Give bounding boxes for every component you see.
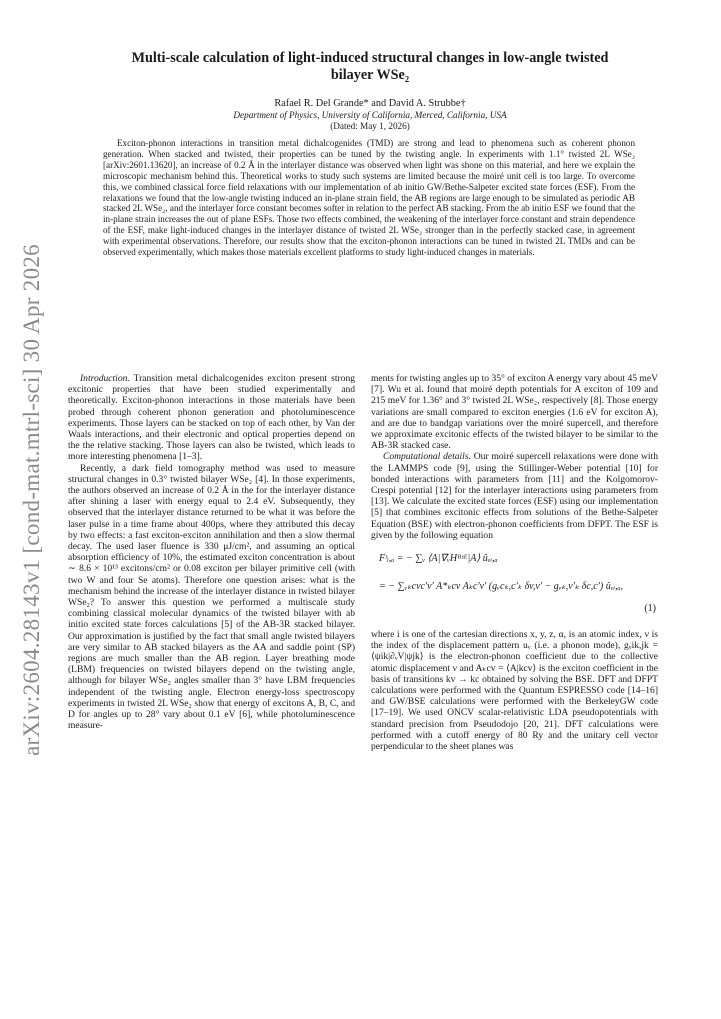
paper-title [60,50,680,84]
esf-equation [371,551,658,619]
arxiv-identifier [12,240,52,760]
arxiv-identifier-text: arXiv:2604.28143v1 [cond-mat.mtrl-sci] 30 Apr 2026 [19,244,44,756]
equation-explanation-paragraph: where i is one of the cartesian directions x, y, z, α, is an atomic index, ν is the index of the displacement pattern uᵥ (i.e. a phonon mode), gᵥik,jk = ⟨ψik|∂ᵥV|ψjk⟩ is the electron-phonon coefficient due to the collective atomic displacement ν and Aₖcv = ⟨A|kcv⟩ is the exciton coefficient in the basis of transitions kv → kc obtained by solving the BSE. DFT and DFPT calculations were performed with the Quantum ESPRESSO code [14–16] and GW/BSE calculations were performed with the BerkeleyGW code [17–19]. We used ONCV scalar-relativistic LDA pseudopotentials with standard precision from Pseudodojo [20, 21]. DFT calculations were performed with a cutoff energy of 80 Ry and the unitary cell vector perpendicular to the sheet planes was [371,629,658,753]
affiliation: Department of Physics, University of California, Merced, California, USA [233,110,507,120]
computational-details-paragraph [371,451,658,541]
computational-details-text: Our moiré supercell relaxations were done with the LAMMPS code [9], using the Stillinger-Weber potential [10] for bonded interactions with parameters from [11] and the Kolgomorov-Crespi potential [12] for the interlayer interactions using parameters from [13]. We calculate the excited state forces (ESF) using our implementation [5] that combines excitonic effects from solutions of the Bethe-Salpeter Equation (BSE) with electron-phonon coefficients from DFPT. The ESF is given by the following equation [371,451,658,541]
equation-line-2: = − ∑ᵥₖcvc′v′ A*ₖcv Aₖc′v′ (gᵥcₖ,c′ₖ δv,v′ − gᵥₖ,v′ₖ δc,c′) ûᵥᵢ,ₐ, [379,581,624,593]
equation-line-1: Fˢᵢ,ₐ = − ∑ᵥ ⟨A|∇ᵥHᴮˢᴱ|A⟩ ûᵥᵢ,ₐ [379,553,498,565]
recent-experiments-paragraph: Recently, a dark field tomography method was used to measure structural changes in 0.3° twisted bilayer WSe₂ [4]. In those experiments, the authors observed an increase of 0.2 Å in the for the interlayer distance after shining a laser with energy equal to 2.4 eV. Subsequently, they observed that the interlayer distance returned to be what it was before the laser pulse in a time frame about 400ps, where they attributed this decay by two effects: a fast exciton-exciton annihilation and then a slow thermal decay. The used laser fluence is 330 μJ/cm², and assuming an optical absorption efficiency of 10%, the estimated exciton concentration is about ∼ 8.6 × 10¹³ excitons/cm² or 0.08 exciton per bilayer primitive cell (with two W and four Se atoms). Therefore one question arises: what is the mechanism behind the increase of the interlayer distance in twisted bilayer WSe₂? To answer this question we performed a multiscale study combining classical molecular dynamics of the twisted bilayer with ab initio excited state forces calculations [5] of the AB-3R stacked bilayer. Our approximation is justified by the fact that small angle twisted bilayers are very similar to AB stacked bilayers as the AA and saddle point (SP) regions are much smaller than the AB region. Layer breathing mode (LBM) frequencies on twisted bilayers depend on the twisting angle, although for bilayer WSe₂ angles smaller than 3° have LBM frequencies independent of the twisting angle. Electron energy-loss spectroscopy experiments in twisted 2L WSe₂ show that energy of excitons A, B, C, and D for angles up to 28° vary about 0.1 eV [6], while photoluminescence measure- [68,462,355,732]
equation-number: (1) [644,603,656,615]
title-line-1: Multi-scale calculation of light-induced structural changes in low-angle twisted [131,50,609,66]
computational-details-heading: Computational details. [383,451,471,463]
introduction-paragraph [68,373,355,463]
continuation-paragraph: ments for twisting angles up to 35° of exciton A energy vary about 45 meV [7]. Wu et al. found that moiré depth potentials for A exciton of 109 and 215 meV for 1.36° and 3° twisted 2L WSe₂, respectively [8]. Those energy variations are small compared to exciton energies (1.6 eV for exciton A), and are due to bandgap variations over the moiré supercell, and therefore we approximate excitonic effects of the twisted bilayer to be similar to the AB-3R stacked case. [371,373,658,452]
date-line: (Dated: May 1, 2026) [330,121,410,131]
title-line-2: bilayer WSe₂ [330,67,410,83]
introduction-heading: Introduction. [80,373,130,384]
authors: Rafael R. Del Grande* and David A. Strubbe† [274,98,466,109]
abstract: Exciton-phonon interactions in transition metal dichalcogenides (TMD) are strong and lead to phenomena such as coherent phonon generation. When stacked and twisted, their properties can be tuned by the twisting angle. In experiments with 1.1° twisted 2L WSe₂ [arXiv:2601.13620], an increase of 0.2 Å in the interlayer distance was observed when light was shone on this material, and here we explain the microscopic mechanism behind this. Theoretical works to study such systems are limited because the moiré unit cell is too large. To overcome this, we combined classical force field relaxations with our implementation of ab initio GW/Bethe-Salpeter excited state forces (ESF). From the relaxations we found that the low-angle twisting induced an in-plane strain field, the AB regions are large enough to be simulated as periodic AB stacked 2L WSe₂, and the interlayer force constant becomes softer in relation to the perfect AB stacking. From the ab initio ESF we found that the in-plane strain increases the out of plane ESFs. Those two effects combined, the weakening of the interlayer force constant and strain dependence of the ESF, make light-induced changes in the interlayer distance of twisted 2L WSe₂ stronger than in the perfectly stacked case, in agreement with experimental observations. Therefore, our results show that the exciton-phonon interactions can be tuned in twisted 2L TMDs and can be observed experimentally, which makes those materials excellent platforms to study light-induced changes in materials. [103,138,635,258]
right-column [371,373,658,1003]
left-column [68,373,355,1003]
introduction-text: Transition metal dichalcogenides exciton present strong excitonic properties that have been studied experimentally and theoretically. Exciton-phonon interactions in those materials have been probed through coherent phonon generation and photoluminescence experiments. Those layers can be stacked on top of each other, by Van der Waals interactions, and their electronic and optical properties depend on the the relative stacking. Those layers can also be twisted, which leads to more interesting phenomena [1–3]. [68,373,355,463]
